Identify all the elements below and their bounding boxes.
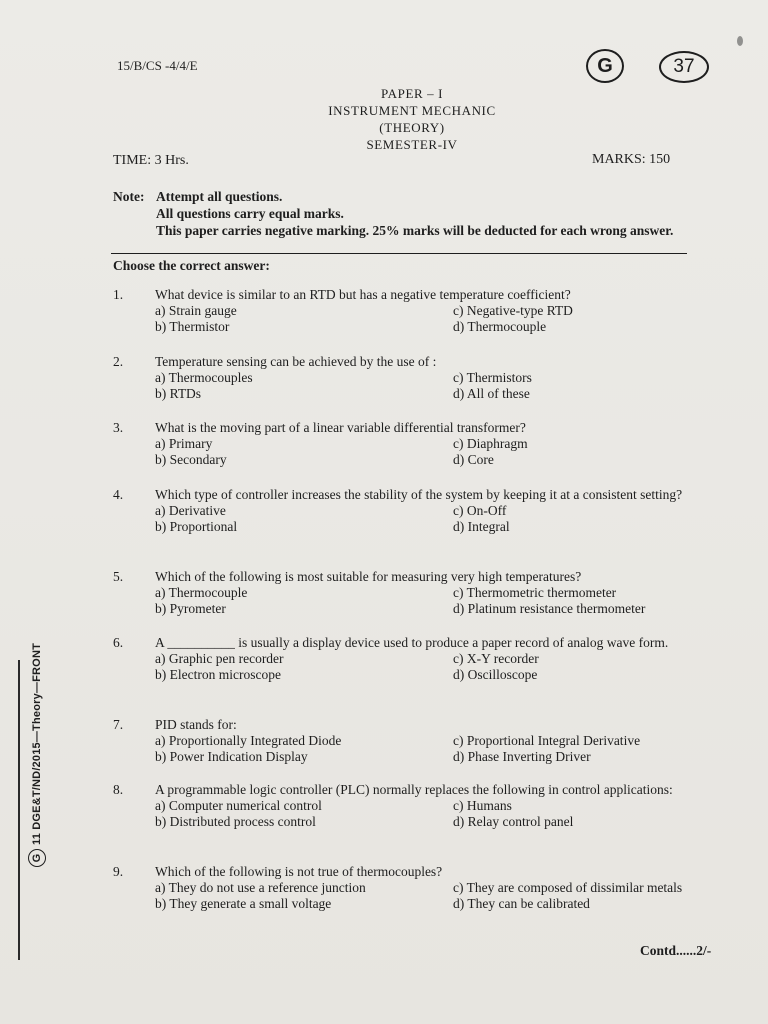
margin-rule bbox=[18, 660, 20, 960]
question-text: A programmable logic controller (PLC) normally replaces the following in control applications: bbox=[155, 782, 673, 797]
question-number: 3. bbox=[113, 420, 124, 435]
option-a: a) Proportionally Integrated Diode bbox=[155, 733, 342, 748]
series-badge bbox=[586, 49, 624, 83]
option-b: b) Power Indication Display bbox=[155, 749, 308, 764]
option-c: c) Thermistors bbox=[453, 370, 532, 385]
option-b: b) RTDs bbox=[155, 386, 202, 401]
note-line: This paper carries negative marking. 25% marks will be deducted for each wrong answer. bbox=[156, 223, 674, 238]
max-marks: MARKS: 150 bbox=[592, 152, 671, 167]
option-c: c) Proportional Integral Derivative bbox=[453, 733, 641, 748]
paper-number: 37 bbox=[673, 56, 695, 77]
option-a: a) Thermocouples bbox=[155, 370, 253, 385]
question-2 bbox=[113, 354, 703, 402]
question-number: 7. bbox=[113, 717, 124, 732]
trade-title: INSTRUMENT MECHANIC bbox=[328, 103, 496, 118]
question-text: What device is similar to an RTD but has a negative temperature coefficient? bbox=[155, 287, 571, 302]
semester-label: SEMESTER-IV bbox=[366, 137, 458, 152]
option-b: b) Electron microscope bbox=[155, 667, 281, 682]
option-b: b) Thermistor bbox=[155, 319, 230, 334]
option-a: a) Thermocouple bbox=[155, 585, 248, 600]
paper-code: 15/B/CS -4/4/E bbox=[117, 58, 198, 73]
options bbox=[155, 733, 703, 765]
note-block bbox=[113, 188, 688, 239]
divider bbox=[111, 253, 687, 254]
question-9 bbox=[113, 864, 703, 912]
option-a: a) They do not use a reference junction bbox=[155, 880, 366, 895]
note-line: All questions carry equal marks. bbox=[156, 206, 344, 221]
option-d: d) All of these bbox=[453, 386, 530, 401]
option-c: c) Thermometric thermometer bbox=[453, 585, 617, 600]
question-1 bbox=[113, 287, 703, 335]
paper-title-block bbox=[0, 85, 768, 153]
option-c: c) They are composed of dissimilar metals bbox=[453, 880, 683, 895]
option-b: b) Secondary bbox=[155, 452, 227, 467]
options bbox=[155, 303, 703, 335]
paper-number-badge bbox=[659, 51, 709, 83]
option-d: d) Integral bbox=[453, 519, 510, 534]
side-stamp-text: 11 DGE&T/ND/2015—Theory—FRONT bbox=[31, 642, 44, 846]
scan-speck bbox=[737, 36, 743, 46]
question-number: 1. bbox=[113, 287, 124, 302]
question-number: 4. bbox=[113, 487, 124, 502]
options bbox=[155, 370, 703, 402]
time-allowed: TIME: 3 Hrs. bbox=[113, 153, 189, 168]
options bbox=[155, 436, 703, 468]
options bbox=[155, 503, 703, 535]
question-5 bbox=[113, 569, 703, 617]
question-6 bbox=[113, 635, 703, 683]
option-d: d) Oscilloscope bbox=[453, 667, 538, 682]
question-text: Temperature sensing can be achieved by the use of : bbox=[155, 354, 437, 369]
question-number: 8. bbox=[113, 782, 124, 797]
question-number: 5. bbox=[113, 569, 124, 584]
option-c: c) On-Off bbox=[453, 503, 507, 518]
option-c: c) X-Y recorder bbox=[453, 651, 539, 666]
question-text: A __________ is usually a display device used to produce a paper record of analog wave form. bbox=[155, 635, 669, 650]
option-c: c) Humans bbox=[453, 798, 512, 813]
question-text: Which of the following is most suitable for measuring very high temperatures? bbox=[155, 569, 582, 584]
option-a: a) Primary bbox=[155, 436, 213, 451]
series-letter: G bbox=[597, 54, 613, 77]
options bbox=[155, 651, 703, 683]
options bbox=[155, 798, 703, 830]
question-number: 9. bbox=[113, 864, 124, 879]
note-label: Note: bbox=[113, 189, 145, 204]
options bbox=[155, 880, 703, 912]
question-4 bbox=[113, 487, 703, 535]
question-text: Which of the following is not true of thermocouples? bbox=[155, 864, 443, 879]
option-a: a) Computer numerical control bbox=[155, 798, 322, 813]
option-b: b) Proportional bbox=[155, 519, 238, 534]
continued-marker: Contd......2/- bbox=[640, 943, 712, 958]
instruction: Choose the correct answer: bbox=[113, 258, 270, 273]
option-b: b) Pyrometer bbox=[155, 601, 226, 616]
question-3 bbox=[113, 420, 703, 468]
side-series-letter: G bbox=[28, 849, 46, 867]
option-a: a) Graphic pen recorder bbox=[155, 651, 284, 666]
paper-title: PAPER – I bbox=[381, 86, 443, 101]
question-text: What is the moving part of a linear variable differential transformer? bbox=[155, 420, 526, 435]
option-c: c) Diaphragm bbox=[453, 436, 528, 451]
theory-label: (THEORY) bbox=[379, 120, 445, 135]
question-7 bbox=[113, 717, 703, 765]
option-a: a) Strain gauge bbox=[155, 303, 237, 318]
note-line: Attempt all questions. bbox=[156, 189, 283, 204]
question-number: 2. bbox=[113, 354, 124, 369]
option-d: d) Relay control panel bbox=[453, 814, 574, 829]
option-d: d) Platinum resistance thermometer bbox=[453, 601, 646, 616]
option-d: d) Phase Inverting Driver bbox=[453, 749, 591, 764]
question-text: PID stands for: bbox=[155, 717, 237, 732]
options bbox=[155, 585, 703, 617]
option-b: b) They generate a small voltage bbox=[155, 896, 332, 911]
question-text: Which type of controller increases the stability of the system by keeping it at a consistent setting? bbox=[155, 487, 683, 502]
option-d: d) Thermocouple bbox=[453, 319, 547, 334]
option-a: a) Derivative bbox=[155, 503, 226, 518]
question-8 bbox=[113, 782, 703, 830]
option-c: c) Negative-type RTD bbox=[453, 303, 573, 318]
option-b: b) Distributed process control bbox=[155, 814, 316, 829]
side-stamp bbox=[26, 635, 48, 875]
option-d: d) Core bbox=[453, 452, 494, 467]
option-d: d) They can be calibrated bbox=[453, 896, 590, 911]
question-number: 6. bbox=[113, 635, 124, 650]
